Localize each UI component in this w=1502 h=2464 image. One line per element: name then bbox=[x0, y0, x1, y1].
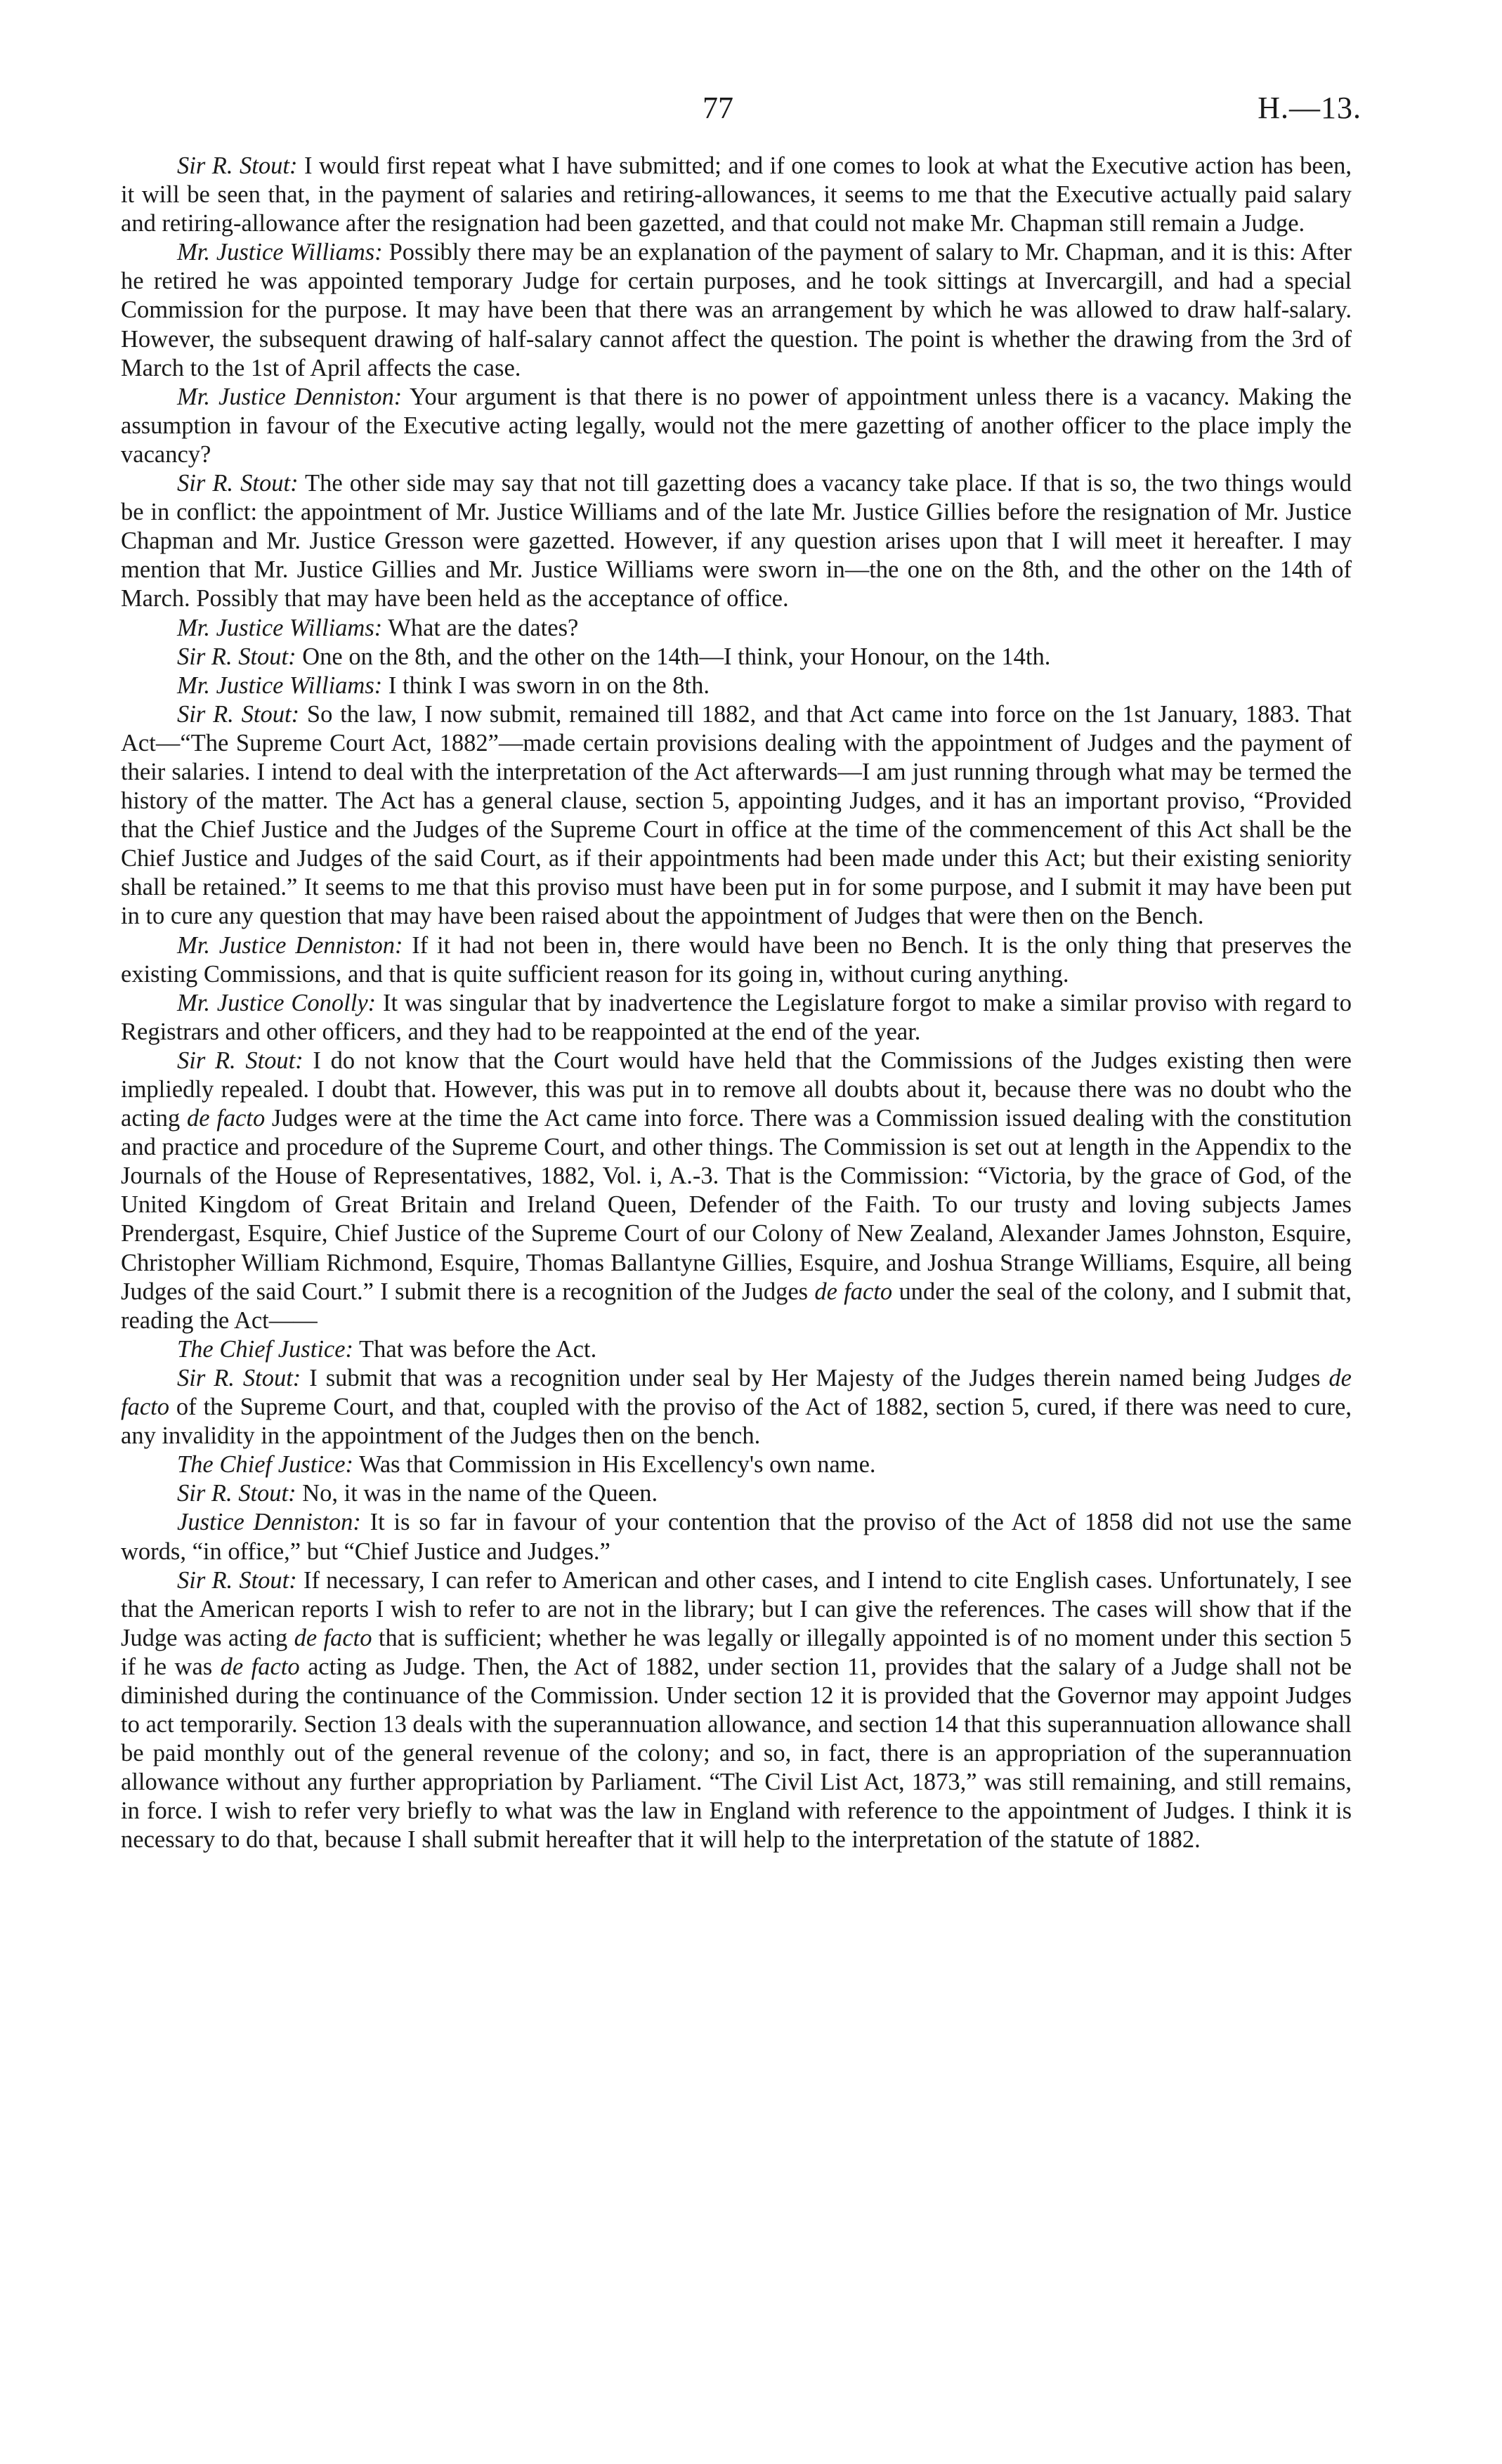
speech: under the seal of the colony, and I submit that, reading the Act—— bbox=[121, 1278, 1352, 1334]
speech: What are the dates? bbox=[382, 614, 579, 641]
speech: I think I was sworn in on the 8th. bbox=[382, 671, 710, 699]
speech: So the law, I now submit, remained till 1882, and that Act came into force on the 1st January, 1883. That Act—“The Supreme Court Act, 1882”—made certain provisions dealing with the appointment of Judges and the payment of their salaries. I intend to deal with the interpretation of the Act afterwards—I am just running through what may be termed the history of the matter. The Act has a general clause, section 5, appointing Judges, and it has an important proviso, “Provided that the Chief Justice and the Judges of the Supreme Court in office at the time of the commencement of this Act shall be the Chief Justice and Judges of the said Court, as if their appointments had been made under this Act; but their existing seniority shall be retained.” It seems to me that this proviso must have been put in for some purpose, and I submit it may have been put in to cure any question that may have been raised about the appointment of Judges that were then on the Bench. bbox=[121, 700, 1352, 930]
speech: If necessary, I can refer to American and other cases, and I intend to cite English cases. Unfortunately, I see that the American reports I wish to refer to are not in the library; but I can give the references. The cases will show that if the Judge was acting bbox=[121, 1566, 1352, 1651]
speaker: Mr. Justice Conolly: bbox=[177, 989, 377, 1016]
page-header bbox=[0, 90, 1502, 132]
speaker: Sir R. Stout: bbox=[177, 1480, 296, 1507]
speaker: Mr. Justice Williams: bbox=[177, 671, 383, 699]
speech: Your argument is that there is no power of appointment unless there is a vacancy. Making the assumption in favour of the Executive acting legally, would not the mere gazetting of another officer to the place imply the vacancy? bbox=[121, 383, 1352, 468]
speaker: Justice Denniston: bbox=[177, 1509, 361, 1536]
page-number: 77 bbox=[703, 91, 733, 125]
transcript-body bbox=[121, 152, 1352, 1855]
speaker: Mr. Justice Williams: bbox=[177, 614, 383, 641]
speaker: The Chief Justice: bbox=[177, 1335, 354, 1363]
speech: Was that Commission in His Excellency's own name. bbox=[353, 1451, 876, 1479]
speech: of the Supreme Court, and that, coupled with the proviso of the Act of 1882, section 5, cured, if there was need to cure, any invalidity in the appointment of the Judges then on the bench. bbox=[121, 1394, 1352, 1450]
paragraph bbox=[121, 1047, 1352, 1335]
paragraph bbox=[121, 671, 1352, 700]
speech: That was before the Act. bbox=[353, 1335, 597, 1363]
speech: One on the 8th, and the other on the 14th—I think, your Honour, on the 14th. bbox=[296, 643, 1051, 670]
speaker: The Chief Justice: bbox=[177, 1451, 354, 1479]
latin-term: de facto bbox=[814, 1278, 893, 1305]
speaker: Sir R. Stout: bbox=[177, 470, 299, 497]
speaker: Mr. Justice Denniston: bbox=[177, 931, 403, 959]
speech: Possibly there may be an explanation of the payment of salary to Mr. Chapman, and it is this: After he retired he was appointed temporary Judge for certain purposes, and he took sittings at Invercargill, and had a special Commission for the purpose. It may have been that there was an arrangement by which he was allowed to draw half-salary. However, the subsequent drawing of half-salary cannot affect the question. The point is whether the drawing from the 3rd of March to the 1st of April affects the case. bbox=[121, 239, 1352, 381]
speaker: Sir R. Stout: bbox=[177, 1364, 301, 1391]
paragraph bbox=[121, 469, 1352, 613]
speech: I would first repeat what I have submitted; and if one comes to look at what the Executive action has been, it will be seen that, in the payment of salaries and retiring-allowances, it seems to me that the Executive actually paid salary and retiring-allowance after the resignation had been gazetted, and that could not make Mr. Chapman still remain a Judge. bbox=[121, 152, 1352, 237]
paragraph bbox=[121, 989, 1352, 1047]
paragraph bbox=[121, 1508, 1352, 1566]
speech: I submit that was a recognition under seal by Her Majesty of the Judges therein named being Judges bbox=[301, 1364, 1329, 1391]
paragraph bbox=[121, 614, 1352, 643]
paragraph bbox=[121, 700, 1352, 931]
speech: It is so far in favour of your contention that the proviso of the Act of 1858 did not use the same words, “in office,” but “Chief Justice and Judges.” bbox=[121, 1509, 1352, 1565]
speech: acting as Judge. Then, the Act of 1882, under section 11, provides that the salary of a Judge shall not be diminished during the continuance of the Commission. Under section 12 it is provided that the Governor may appoint Judges to act temporarily. Section 13 deals with the superannuation allowance, and section 14 that this superannuation allowance shall be paid monthly out of the general revenue of the colony; and so, in fact, there is an appropriation of the superannuation allowance without any further appropriation by Parliament. “The Civil List Act, 1873,” was still remaining, and still remains, in force. I wish to refer very briefly to what was the law in England with reference to the appointment of Judges. I think it is necessary to do that, because I shall submit hereafter that it will help to the interpretation of the statute of 1882. bbox=[121, 1653, 1352, 1854]
paragraph bbox=[121, 1450, 1352, 1479]
latin-term: de facto bbox=[121, 1364, 1352, 1421]
speaker: Sir R. Stout: bbox=[177, 643, 296, 670]
speech: No, it was in the name of the Queen. bbox=[296, 1480, 658, 1507]
speech: Judges were at the time the Act came into force. There was a Commission issued dealing with the constitution and practice and procedure of the Supreme Court, and other things. The Commission is set out at length in the Appendix to the Journals of the House of Representatives, 1882, Vol. i, A.-3. That is the Commission: “Victoria, by the grace of God, of the United Kingdom of Great Britain and Ireland Queen, Defender of the Faith. To our trusty and loving subjects James Prendergast, Esquire, Chief Justice of the Supreme Court of our Colony of New Zealand, Alexander James Johnston, Esquire, Christopher William Richmond, Esquire, Thomas Ballantyne Gillies, Esquire, and Joshua Strange Williams, Esquire, all being Judges of the said Court.” I submit there is a recognition of the Judges bbox=[121, 1105, 1352, 1305]
speech: The other side may say that not till gazetting does a vacancy take place. If that is so, the two things would be in conflict: the appointment of Mr. Justice Williams and of the late Mr. Justice Gillies before the resignation of Mr. Justice Chapman and Mr. Justice Gresson were gazetted. However, if any question arises upon that I will meet it hereafter. I may mention that Mr. Justice Gillies and Mr. Justice Williams were sworn in—the one on the 8th, and the other on the 14th of March. Possibly that may have been held as the acceptance of office. bbox=[121, 470, 1352, 612]
paragraph bbox=[121, 152, 1352, 238]
paragraph bbox=[121, 1479, 1352, 1508]
paragraph bbox=[121, 931, 1352, 989]
latin-term: de facto bbox=[186, 1105, 266, 1132]
latin-term: de facto bbox=[220, 1653, 300, 1680]
speaker: Sir R. Stout: bbox=[177, 152, 298, 179]
paragraph bbox=[121, 238, 1352, 382]
document-reference: H.—13. bbox=[1258, 91, 1361, 125]
speaker: Sir R. Stout: bbox=[177, 700, 300, 728]
paragraph bbox=[121, 383, 1352, 469]
speech: that is sufficient; whether he was legally or illegally appointed is of no moment under this section 5 if he was bbox=[121, 1624, 1352, 1680]
paragraph bbox=[121, 643, 1352, 671]
speech: It was singular that by inadvertence the Legislature forgot to make a similar proviso with regard to Registrars and other officers, and they had to be reappointed at the end of the year. bbox=[121, 989, 1352, 1045]
paragraph bbox=[121, 1566, 1352, 1855]
speaker: Mr. Justice Denniston: bbox=[177, 383, 403, 410]
speaker: Sir R. Stout: bbox=[177, 1047, 303, 1074]
speech: If it had not been in, there would have been no Bench. It is the only thing that preserves the existing Commissions, and that is quite sufficient reason for its going in, without curing anything. bbox=[121, 931, 1352, 988]
speaker: Sir R. Stout: bbox=[177, 1566, 297, 1594]
speech: I do not know that the Court would have held that the Commissions of the Judges existing then were impliedly repealed. I doubt that. However, this was put in to remove all doubts about it, because there was no doubt who the acting bbox=[121, 1047, 1352, 1132]
paragraph bbox=[121, 1364, 1352, 1450]
paragraph bbox=[121, 1335, 1352, 1364]
latin-term: de facto bbox=[294, 1624, 372, 1651]
speaker: Mr. Justice Williams: bbox=[177, 239, 383, 266]
